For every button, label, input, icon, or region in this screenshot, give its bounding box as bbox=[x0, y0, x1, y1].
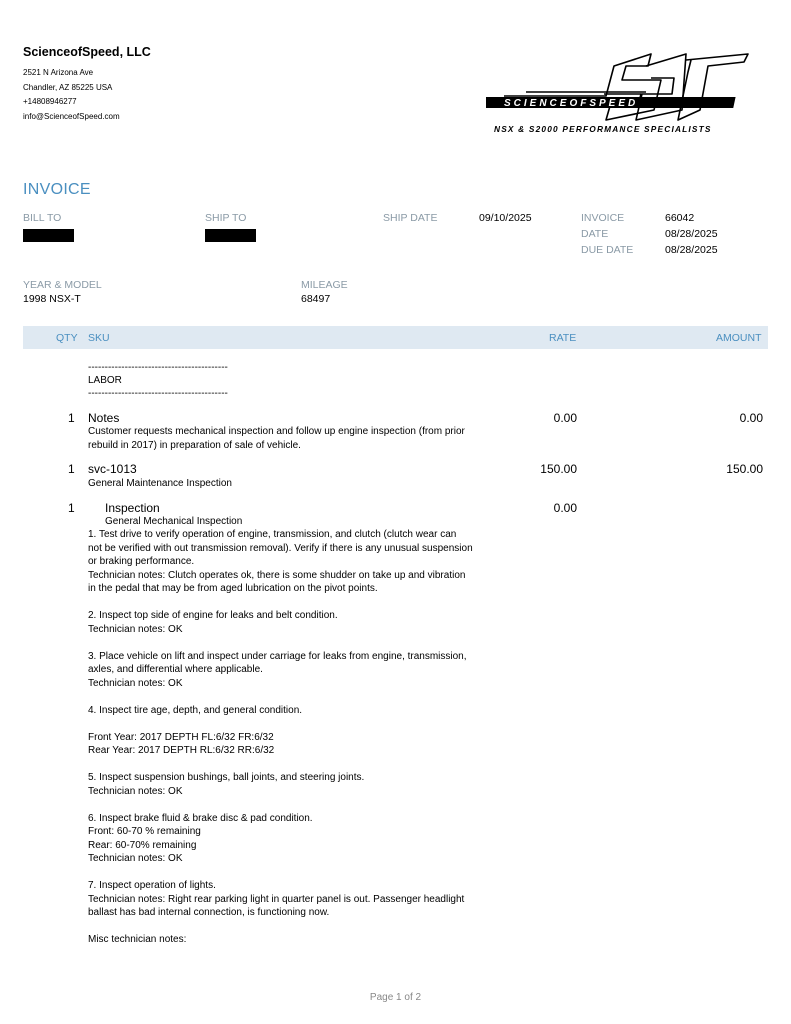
section-divider-bottom: ------------------------------------------ bbox=[88, 388, 228, 399]
detail-spacer bbox=[88, 717, 473, 731]
due-date-value: 08/28/2025 bbox=[665, 244, 718, 256]
item-description: Customer requests mechanical inspection and follow up engine inspection (from prior bbox=[88, 426, 465, 437]
detail-line: Technician notes: OK bbox=[88, 677, 183, 689]
page-number: Page 1 of 2 bbox=[369, 992, 422, 1003]
sku-header: SKU bbox=[88, 332, 110, 344]
detail-spacer bbox=[88, 596, 473, 610]
item-sku: svc-1013 bbox=[88, 462, 137, 476]
detail-line: Technician notes: Clutch operates ok, there is some shudder on take up and vibration bbox=[88, 569, 466, 581]
ship-to-redacted bbox=[205, 229, 256, 242]
year-model-value: 1998 NSX-T bbox=[23, 293, 81, 305]
item-qty: 1 bbox=[68, 462, 75, 476]
detail-line: 5. Inspect suspension bushings, ball joints, and steering joints. bbox=[88, 772, 365, 783]
detail-line: Technician notes: OK bbox=[88, 785, 183, 797]
detail-spacer bbox=[88, 920, 473, 934]
detail-spacer bbox=[88, 690, 473, 704]
mileage-value: 68497 bbox=[301, 293, 331, 305]
detail-line: Rear Year: 2017 DEPTH RL:6/32 RR:6/32 bbox=[88, 745, 275, 756]
rate-header: RATE bbox=[549, 332, 577, 344]
invoice-title: INVOICE bbox=[23, 181, 91, 198]
item-subtitle: General Mechanical Inspection bbox=[105, 516, 243, 527]
year-model-label: YEAR & MODEL bbox=[23, 279, 102, 291]
bill-to-redacted bbox=[23, 229, 74, 242]
inspection-details bbox=[88, 528, 473, 947]
section-label: LABOR bbox=[88, 375, 122, 386]
company-address-line2: Chandler, AZ 85225 USA bbox=[23, 82, 113, 92]
detail-line: Technician notes: Right rear parking light in quarter panel is out. Passenger headlight bbox=[88, 893, 465, 905]
logo-tagline: NSX & S2000 PERFORMANCE SPECIALISTS bbox=[494, 124, 712, 134]
company-email: info@ScienceofSpeed.com bbox=[23, 111, 120, 121]
detail-line: Technician notes: OK bbox=[88, 623, 183, 635]
item-qty: 1 bbox=[68, 501, 75, 515]
detail-line: Front Year: 2017 DEPTH FL:6/32 FR:6/32 bbox=[88, 731, 274, 743]
detail-line: 7. Inspect operation of lights. bbox=[88, 880, 216, 891]
item-sku: Inspection bbox=[105, 501, 160, 515]
item-amount: 150.00 bbox=[726, 462, 763, 476]
invoice-date-label: DATE bbox=[581, 228, 609, 240]
item-amount: 0.00 bbox=[739, 411, 763, 425]
item-qty: 1 bbox=[68, 411, 75, 425]
qty-header: QTY bbox=[56, 332, 78, 344]
company-phone: +14808946277 bbox=[23, 97, 77, 106]
detail-line: axles, and differential where applicable. bbox=[88, 664, 263, 675]
item-sku: Notes bbox=[88, 411, 120, 425]
detail-line: not be verified with out transmission removal). Verify if there is any unusual suspension bbox=[88, 542, 473, 554]
bill-to-label: BILL TO bbox=[23, 212, 62, 224]
ship-to-label: SHIP TO bbox=[205, 212, 247, 224]
detail-line: or braking performance. bbox=[88, 556, 195, 567]
section-divider-top: ------------------------------------------ bbox=[88, 362, 228, 373]
detail-line: 6. Inspect brake fluid & brake disc & pad condition. bbox=[88, 812, 313, 824]
amount-header: AMOUNT bbox=[716, 332, 762, 344]
detail-line: 3. Place vehicle on lift and inspect under carriage for leaks from engine, transmission, bbox=[88, 650, 467, 662]
detail-line: 1. Test drive to verify operation of engine, transmission, and clutch (clutch wear can bbox=[88, 529, 457, 540]
detail-spacer bbox=[88, 866, 473, 880]
detail-line: Misc technician notes: bbox=[88, 934, 187, 945]
detail-spacer bbox=[88, 798, 473, 812]
detail-spacer bbox=[88, 758, 473, 772]
invoice-number-value: 66042 bbox=[665, 212, 695, 224]
line-items-header bbox=[23, 326, 768, 349]
item-description: General Maintenance Inspection bbox=[88, 478, 232, 489]
item-rate: 0.00 bbox=[553, 411, 577, 425]
ship-date-value: 09/10/2025 bbox=[479, 212, 532, 224]
detail-line: 2. Inspect top side of engine for leaks and belt condition. bbox=[88, 610, 338, 621]
item-description: rebuild in 2017) in preparation of sale of vehicle. bbox=[88, 440, 301, 451]
ship-date-label: SHIP DATE bbox=[383, 212, 438, 224]
detail-spacer bbox=[88, 636, 473, 650]
detail-line: ballast has bad internal connection, is functioning now. bbox=[88, 907, 330, 918]
detail-line: 4. Inspect tire age, depth, and general condition. bbox=[88, 704, 303, 716]
detail-line: Front: 60-70 % remaining bbox=[88, 826, 201, 837]
item-rate: 150.00 bbox=[540, 462, 577, 476]
invoice-number-label: INVOICE bbox=[581, 212, 625, 224]
item-rate: 0.00 bbox=[553, 501, 577, 515]
detail-line: Technician notes: OK bbox=[88, 853, 183, 864]
logo-text: SCIENCEOFSPEED bbox=[504, 98, 639, 109]
detail-line: in the pedal that may be from aged lubrication on the pivot points. bbox=[88, 583, 378, 594]
mileage-label: MILEAGE bbox=[301, 279, 348, 291]
company-name: ScienceofSpeed, LLC bbox=[23, 45, 151, 59]
due-date-label: DUE DATE bbox=[581, 244, 634, 256]
invoice-date-value: 08/28/2025 bbox=[665, 228, 718, 240]
detail-line: Rear: 60-70% remaining bbox=[88, 839, 197, 851]
company-address-line1: 2521 N Arizona Ave bbox=[23, 68, 94, 77]
